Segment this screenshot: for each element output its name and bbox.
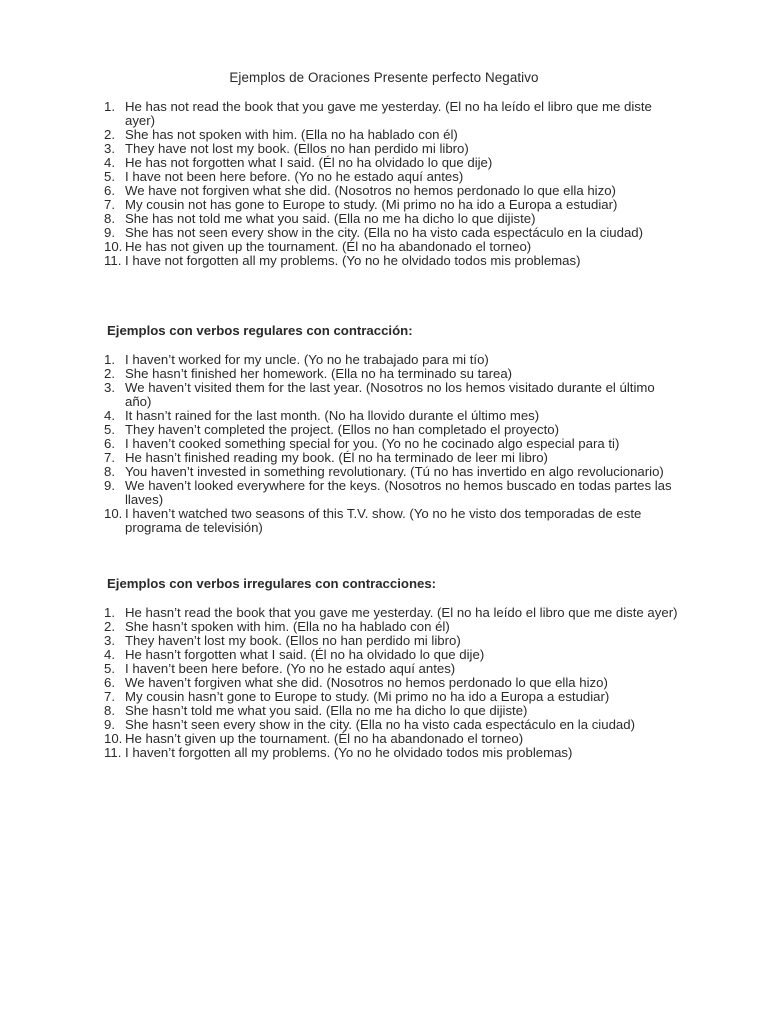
list-item-text: I have not been here before. (Yo no he estado aquí antes) xyxy=(125,169,464,184)
document-title: Ejemplos de Oraciones Presente perfecto Negativo xyxy=(229,70,539,85)
list-item-number: 8. xyxy=(104,211,115,226)
list-item xyxy=(104,676,684,690)
list-item-text: She has not seen every show in the city. (Ella no ha visto cada espectáculo en la ciudad) xyxy=(125,225,644,240)
list-item-number: 6. xyxy=(104,183,115,198)
list-item-number: 10. xyxy=(104,239,123,254)
list-item-text: He hasn’t given up the tournament. (Él no ha abandonado el torneo) xyxy=(125,731,524,746)
list-item-number: 10. xyxy=(104,506,123,521)
list-item-number: 7. xyxy=(104,689,115,704)
section-heading-irregular: Ejemplos con verbos irregulares con contracciones: xyxy=(107,576,437,591)
section-negative-examples xyxy=(104,100,684,268)
list-item xyxy=(104,170,684,184)
list-item-number: 8. xyxy=(104,703,115,718)
list-item-number: 3. xyxy=(104,633,115,648)
list-item-number: 7. xyxy=(104,197,115,212)
list-item xyxy=(104,156,684,170)
list-item xyxy=(104,409,684,423)
list-item-number: 2. xyxy=(104,366,115,381)
list-item xyxy=(104,100,684,128)
list-item-text: It hasn’t rained for the last month. (No ha llovido durante el último mes) xyxy=(125,408,540,423)
list-item-text: He hasn’t finished reading my book. (Él no ha terminado de leer mi libro) xyxy=(125,450,548,465)
example-list xyxy=(104,100,684,268)
list-item xyxy=(104,718,684,732)
list-item-text: We have not forgiven what she did. (Nosotros no hemos perdonado lo que ella hizo) xyxy=(125,183,616,198)
list-item-text: My cousin not has gone to Europe to study. (Mi primo no ha ido a Europa a estudiar) xyxy=(125,197,618,212)
list-item xyxy=(104,226,684,240)
list-item xyxy=(104,620,684,634)
list-item xyxy=(104,704,684,718)
list-item-text: They haven’t lost my book. (Ellos no han perdido mi libro) xyxy=(125,633,461,648)
section-regular-contractions xyxy=(104,353,684,535)
list-item-text: I haven’t forgotten all my problems. (Yo no he olvidado todos mis problemas) xyxy=(125,745,573,760)
list-item xyxy=(104,606,684,620)
list-item xyxy=(104,198,684,212)
list-item-text: We haven’t visited them for the last year. (Nosotros no los hemos visitado durante el último año) xyxy=(125,380,655,409)
list-item-text: I haven’t watched two seasons of this T.V. show. (Yo no he visto dos temporadas de este programa de televisión) xyxy=(125,506,642,535)
list-item-number: 3. xyxy=(104,380,115,395)
list-item-number: 1. xyxy=(104,605,115,620)
section-irregular-contractions xyxy=(104,606,684,760)
list-item-text: She hasn’t spoken with him. (Ella no ha hablado con él) xyxy=(125,619,450,634)
list-item xyxy=(104,423,684,437)
list-item-number: 5. xyxy=(104,169,115,184)
list-item-number: 4. xyxy=(104,408,115,423)
list-item xyxy=(104,353,684,367)
list-item-text: I haven’t cooked something special for you. (Yo no he cocinado algo especial para ti) xyxy=(125,436,620,451)
list-item-text: My cousin hasn’t gone to Europe to study. (Mi primo no ha ido a Europa a estudiar) xyxy=(125,689,610,704)
list-item-text: We haven’t forgiven what she did. (Nosotros no hemos perdonado lo que ella hizo) xyxy=(125,675,608,690)
list-item xyxy=(104,732,684,746)
list-item-text: I have not forgotten all my problems. (Yo no he olvidado todos mis problemas) xyxy=(125,253,581,268)
list-item xyxy=(104,746,684,760)
list-item xyxy=(104,451,684,465)
list-item xyxy=(104,690,684,704)
list-item-text: He has not given up the tournament. (Él no ha abandonado el torneo) xyxy=(125,239,532,254)
list-item-number: 3. xyxy=(104,141,115,156)
list-item xyxy=(104,381,684,409)
list-item-text: She hasn’t finished her homework. (Ella no ha terminado su tarea) xyxy=(125,366,513,381)
list-item-number: 6. xyxy=(104,675,115,690)
list-item-number: 1. xyxy=(104,99,115,114)
list-item-text: I haven’t been here before. (Yo no he estado aquí antes) xyxy=(125,661,456,676)
list-item-text: He has not forgotten what I said. (Él no ha olvidado lo que dije) xyxy=(125,155,493,170)
list-item xyxy=(104,240,684,254)
list-item-number: 11. xyxy=(104,745,122,760)
list-item-number: 4. xyxy=(104,647,115,662)
list-item-number: 10. xyxy=(104,731,123,746)
example-list xyxy=(104,606,684,760)
list-item-text: I haven’t worked for my uncle. (Yo no he trabajado para mi tío) xyxy=(125,352,489,367)
list-item-text: He has not read the book that you gave me yesterday. (El no ha leído el libro que me diste ayer) xyxy=(125,99,652,128)
list-item xyxy=(104,184,684,198)
list-item-text: She hasn’t told me what you said. (Ella no me ha dicho lo que dijiste) xyxy=(125,703,528,718)
list-item-number: 5. xyxy=(104,661,115,676)
list-item-number: 4. xyxy=(104,155,115,170)
list-item-number: 1. xyxy=(104,352,115,367)
list-item-number: 5. xyxy=(104,422,115,437)
list-item xyxy=(104,212,684,226)
list-item xyxy=(104,507,684,535)
list-item-text: They haven’t completed the project. (Ellos no han completado el proyecto) xyxy=(125,422,559,437)
list-item xyxy=(104,367,684,381)
list-item-text: She has not spoken with him. (Ella no ha hablado con él) xyxy=(125,127,458,142)
list-item xyxy=(104,142,684,156)
list-item-number: 9. xyxy=(104,717,115,732)
list-item-number: 9. xyxy=(104,225,115,240)
list-item xyxy=(104,437,684,451)
list-item-number: 6. xyxy=(104,436,115,451)
list-item xyxy=(104,128,684,142)
list-item-number: 2. xyxy=(104,619,115,634)
list-item xyxy=(104,634,684,648)
list-item-number: 11. xyxy=(104,253,122,268)
list-item-text: She has not told me what you said. (Ella no me ha dicho lo que dijiste) xyxy=(125,211,536,226)
section-heading-regular: Ejemplos con verbos regulares con contracción: xyxy=(107,323,413,338)
list-item xyxy=(104,254,684,268)
list-item-text: We haven’t looked everywhere for the keys. (Nosotros no hemos buscado en todas partes las llaves) xyxy=(125,478,672,507)
list-item xyxy=(104,648,684,662)
list-item-text: They have not lost my book. (Ellos no han perdido mi libro) xyxy=(125,141,469,156)
list-item-text: You haven’t invested in something revolutionary. (Tú no has invertido en algo revolucionario) xyxy=(125,464,664,479)
list-item xyxy=(104,479,684,507)
list-item-number: 9. xyxy=(104,478,115,493)
list-item-text: She hasn’t seen every show in the city. (Ella no ha visto cada espectáculo en la ciudad) xyxy=(125,717,635,732)
list-item-number: 7. xyxy=(104,450,115,465)
list-item xyxy=(104,465,684,479)
list-item-number: 8. xyxy=(104,464,115,479)
list-item-text: He hasn’t read the book that you gave me yesterday. (El no ha leído el libro que me diste ayer) xyxy=(125,605,678,620)
list-item xyxy=(104,662,684,676)
example-list xyxy=(104,353,684,535)
list-item-number: 2. xyxy=(104,127,115,142)
list-item-text: He hasn’t forgotten what I said. (Él no ha olvidado lo que dije) xyxy=(125,647,485,662)
